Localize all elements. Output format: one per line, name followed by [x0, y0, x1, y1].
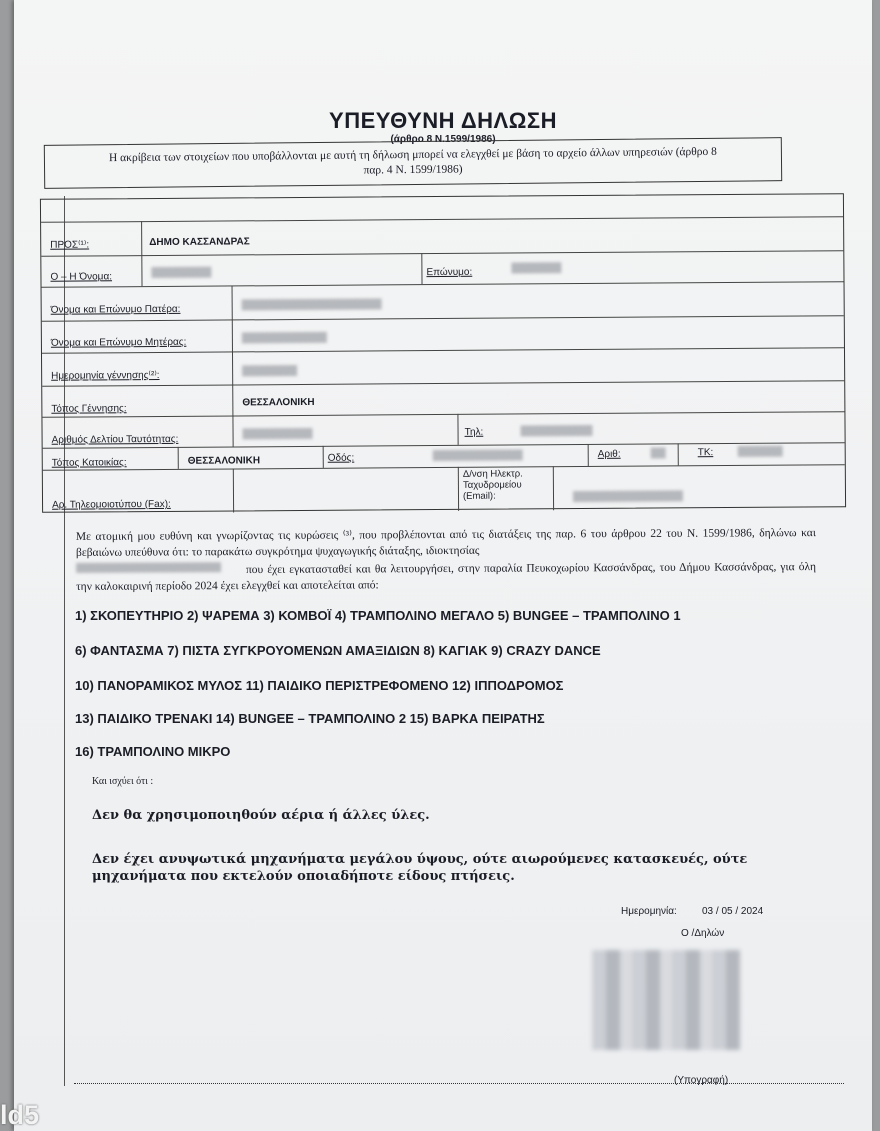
row-divider [43, 464, 845, 471]
statement-no-lifting-line-1: Δεν έχει ανυψωτικά μηχανήματα μεγάλου ύψους, ούτε αιωρούμενες κατασκευές, ούτε [92, 852, 748, 867]
row-divider [42, 315, 844, 322]
birthdate-label: Ημερομηνία γέννησης⁽²⁾: [51, 369, 160, 382]
col-divider [233, 468, 234, 512]
date-value: 03 / 05 / 2024 [702, 906, 764, 917]
col-divider [678, 443, 679, 465]
postal-code-label: ΤΚ: [697, 447, 714, 459]
birthplace-label: Τόπος Γέννησης: [51, 403, 127, 415]
street-redacted [433, 449, 523, 461]
col-divider [141, 255, 142, 286]
channel-watermark: ld5 [0, 1100, 40, 1130]
row-divider [42, 347, 844, 354]
ride-list-line-5: 16) ΤΡΑΜΠΟΛΙΝΟ ΜΙΚΡΟ [75, 744, 231, 759]
col-divider [457, 414, 458, 445]
surname-redacted [511, 262, 561, 273]
street-number-redacted [651, 447, 666, 458]
mother-name-label: Όνομα και Επώνυμο Μητέρας: [50, 336, 187, 349]
col-divider [232, 384, 233, 415]
statement-no-lifting-line-2: μηχανήματα που εκτελούν οποιαδήποτε είδους πτήσεις. [92, 869, 515, 884]
row-divider [41, 216, 843, 223]
postal-code-redacted [738, 446, 783, 457]
father-name-redacted [242, 298, 382, 310]
signature-redacted [592, 950, 740, 1050]
street-number-label: Αριθ: [597, 448, 621, 460]
col-divider [553, 466, 554, 510]
document-title: ΥΠΕΥΘΥΝΗ ΔΗΛΩΣΗ [329, 108, 557, 133]
col-divider [141, 221, 142, 255]
birthplace-value: ΘΕΣΣΑΛΟΝΙΚΗ [242, 396, 315, 409]
accuracy-notice-box [44, 137, 782, 189]
col-divider [421, 253, 422, 284]
mother-name-redacted [242, 332, 327, 344]
father-name-label: Όνομα και Επώνυμο Πατέρα: [50, 303, 181, 316]
row-divider [42, 281, 844, 288]
phone-redacted [521, 425, 593, 437]
surname-label: Επώνυμο: [426, 266, 473, 279]
residence-value: ΘΕΣΣΑΛΟΝΙΚΗ [187, 455, 261, 467]
id-number-label: Αριθμός Δελτίου Ταυτότητας: [51, 433, 179, 446]
declaration-continuation: που έχει εγκατασταθεί και θα λειτουργήσει, στην παραλία Πευκοχωρίου Κασσάνδρας, του Δήμου Κασσάνδρας, για όλη την καλοκαιρινή περίοδο 2024 έχει ελεγχθεί και αποτελείται από: [76, 561, 816, 593]
col-divider [588, 444, 589, 466]
ride-list-line-2: 6) ΦΑΝΤΑΣΜΑ 7) ΠΙΣΤΑ ΣΥΓΚΡΟΥΟΜΕΝΩΝ ΑΜΑΞΙΔΙΩΝ 8) ΚΑΓΙΑΚ 9) CRAZY DANCE [75, 643, 601, 658]
col-divider [458, 467, 459, 511]
statement-no-gases: Δεν θα χρησιμοποιηθούν αέρια ή άλλες ύλες. [92, 808, 430, 823]
col-divider [232, 415, 233, 446]
signature-label: (Υπογραφή) [674, 1075, 729, 1086]
street-label: Οδός: [327, 452, 355, 464]
row-divider [41, 250, 843, 257]
ride-list-line-3: 10) ΠΑΝΟΡΑΜΙΚΟΣ ΜΥΛΟΣ 11) ΠΑΙΔΙΚΟ ΠΕΡΙΣΤΡΕΦΟΜΕΝΟ 12) ΙΠΠΟΔΡΟΜΟΣ [75, 678, 564, 693]
declarant-details-form [40, 193, 846, 513]
declaration-intro: Με ατομική μου ευθύνη και γνωρίζοντας τις κυρώσεις ⁽³⁾, που προβλέπονται από τις διατάξεις της παρ. 6 του άρθρου 22 του Ν. 1599/1986, δηλώνω και βεβαιώνω υπεύθυνα ότι: το παρακάτω συγκρότημα ψυχαγωγικής διάταξης, ιδιοκτησίας [75, 527, 816, 559]
id-number-redacted [243, 428, 313, 439]
declarant-label: Ο /Δηλών [681, 928, 725, 939]
col-divider [323, 446, 324, 468]
col-divider [178, 447, 179, 469]
recipient-value: ΔΗΜΟ ΚΑΣΣΑΝΔΡΑΣ [149, 236, 250, 249]
signature-dotted-line [74, 1083, 844, 1084]
ride-list-line-1: 1) ΣΚΟΠΕΥΤΗΡΙΟ 2) ΨΑΡΕΜΑ 3) ΚΟΜΒΟΪ 4) ΤΡΑΜΠΟΛΙΝΟ ΜΕΓΑΛΟ 5) BUNGEE – ΤΡΑΜΠΟΛΙΝΟ 1 [75, 608, 681, 623]
date-label: Ημερομηνία: [621, 906, 677, 917]
document-page [14, 0, 872, 1131]
notice-line-1: Η ακρίβεια των στοιχείων που υποβάλλονται με αυτή τη δήλωση μπορεί να ελεγχθεί με βάση το αρχείο άλλων υπηρεσιών (άρθρο 8 [108, 145, 717, 165]
birthdate-redacted [242, 365, 297, 376]
first-name-label: Ο – Η Όνομα: [50, 271, 113, 283]
recipient-label: ΠΡΟΣ⁽¹⁾: [50, 239, 90, 251]
notice-line-2: παρ. 4 Ν. 1599/1986) [363, 163, 463, 177]
row-divider [42, 380, 844, 387]
row-divider [42, 411, 844, 418]
conditions-intro: Και ισχύει ότι : [92, 776, 154, 787]
ride-list-line-4: 13) ΠΑΙΔΙΚΟ ΤΡΕΝΑΚΙ 14) BUNGEE – ΤΡΑΜΠΟΛΙΝΟ 2 15) ΒΑΡΚΑ ΠΕΙΡΑΤΗΣ [75, 711, 545, 726]
document-subtitle: (άρθρο 8 Ν.1599/1986) [390, 134, 496, 145]
col-divider [232, 351, 233, 384]
email-label: Δ/νση Ηλεκτρ. Ταχυδρομείου (Email): [462, 468, 523, 502]
fax-label: Αρ. Τηλεομοιοτύπου (Fax): [52, 498, 171, 511]
email-redacted [573, 490, 683, 502]
col-divider [232, 319, 233, 351]
col-divider [232, 285, 233, 319]
residence-label: Τόπος Κατοικίας: [51, 457, 127, 469]
first-name-redacted [151, 267, 211, 278]
phone-label: Τηλ: [464, 426, 484, 438]
